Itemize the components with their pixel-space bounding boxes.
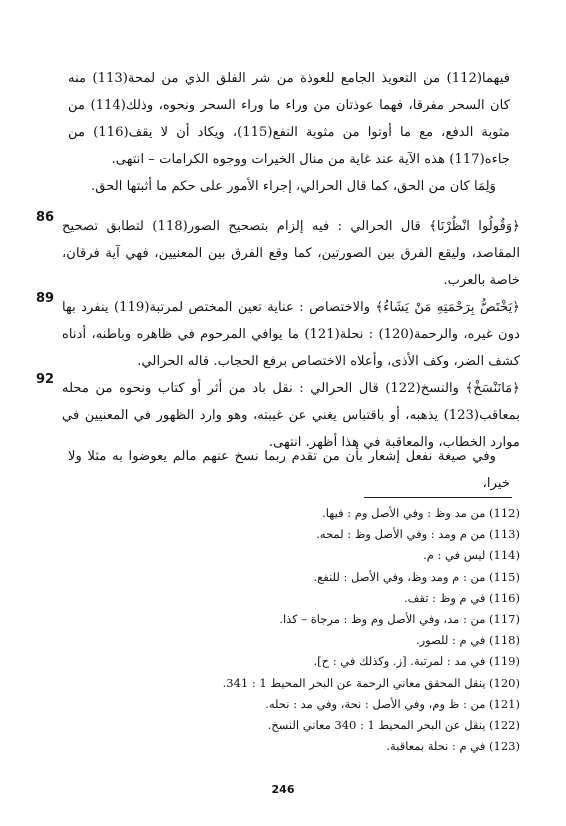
verse-commentary-92: ﴿مَانَنْسَخْ﴾ والنسخ(122) قال الحرالي : نقل باد من أثر أو كتاب ونحوه من محله بمعاقب(123) يذهبه، أو باقتباس يغني عن غيبته، وهو وارد الظهور في المعنيين في موارد الخطاب، والمعاقبة في هذا أظهر. انتهى. bbox=[62, 381, 520, 451]
footnote: (121) من : ظ وم، وفي الأصل : نحة، وفي مد : نحله. bbox=[265, 696, 520, 711]
verse-commentary-86: ﴿وَقُولُوا انْظُرْنَا﴾ قال الحرالي : فيه إلزام بتصحيح الصور(118) لتطابق تصحيح المقاصد، وليقع الفرق بين الصورتين، كما وقع الفرق بين المعنيين، فهي آية فرقان، خاصة بالعرب. bbox=[62, 219, 520, 289]
footnote: (114) ليس في : م. bbox=[423, 548, 520, 563]
footnote: (118) في م : للصور. bbox=[415, 633, 520, 648]
body-paragraph-1: فيهما(112) من التعويذ الجامع للعوذة من شر الفلق الذي من لمحة(113) منه كان السحر مفرقا، فهما عوذتان من وراء ما وراء السحر ونحوه، وذلك(114) من مثوبة الدفع، مع ما أوتوا من مثوبة النفع(115)، ويكاد أن لا يقف(116) من جاءه(117) هذه الآية عند غاية من منال الخيرات ووجوه الكرامات – انتهى. bbox=[68, 71, 511, 167]
page-number: 246 bbox=[271, 783, 295, 796]
closing-line: وفي صيغة نفعل إشعار بأن من تقدم ربما نسخ عنهم مالم يعوضوا به مثلا ولا خيرا، bbox=[68, 449, 510, 491]
footnote: (117) من : مد، وفي الأصل وم وظ : مرجاة – كذا. bbox=[279, 612, 520, 627]
footnote: (116) في م وظ : تقف. bbox=[403, 590, 520, 605]
footnote: (113) من م ومد : وفي الأصل وظ : لمحه. bbox=[316, 527, 520, 542]
footnotes bbox=[60, 503, 520, 757]
verse-number-92: 92 bbox=[36, 372, 55, 387]
verse-number-89: 89 bbox=[36, 291, 55, 306]
footnote-divider bbox=[364, 497, 512, 498]
footnote: (122) ينقل عن البحر المحيط 1 : 340 معاني النسخ. bbox=[267, 718, 520, 733]
body-paragraph-2: وَلِمَا كان من الحق، كما قال الحرالي، إجراء الأمور على حكم ما أثبتها الحق. bbox=[91, 179, 496, 194]
verse-number-86: 86 bbox=[36, 210, 55, 225]
footnote: (112) من مد وظ : وفي الأصل وم : فيها. bbox=[322, 506, 520, 520]
verse-commentary-89: ﴿يَخْتَصُّ بِرَحْمَتِهِ مَنْ يَشَاءُ﴾ والاختصاص : عناية تعين المختص لمرتبة(119) ينفرد بها دون غيره، والرحمة(120) : نحلة(121) ما يوافي المرحوم في ظاهره وباطنه، أدناه كشف الضر، وكف الأذى، وأعلاه الاختصاص برفع الحجاب. قاله الحرالي. bbox=[62, 300, 521, 370]
footnote: (115) من : م ومد وظ، وفي الأصل : للنفع. bbox=[313, 569, 520, 584]
footnote: (123) في م : نحلة بمعاقبة. bbox=[386, 739, 520, 754]
footnote: (119) في مد : لمرتبة. [ز. وكذلك في : ح]. bbox=[313, 654, 520, 669]
footnote: (120) ينقل المحقق معاني الرحمة عن البحر المحيط 1 : 341. bbox=[222, 675, 520, 690]
